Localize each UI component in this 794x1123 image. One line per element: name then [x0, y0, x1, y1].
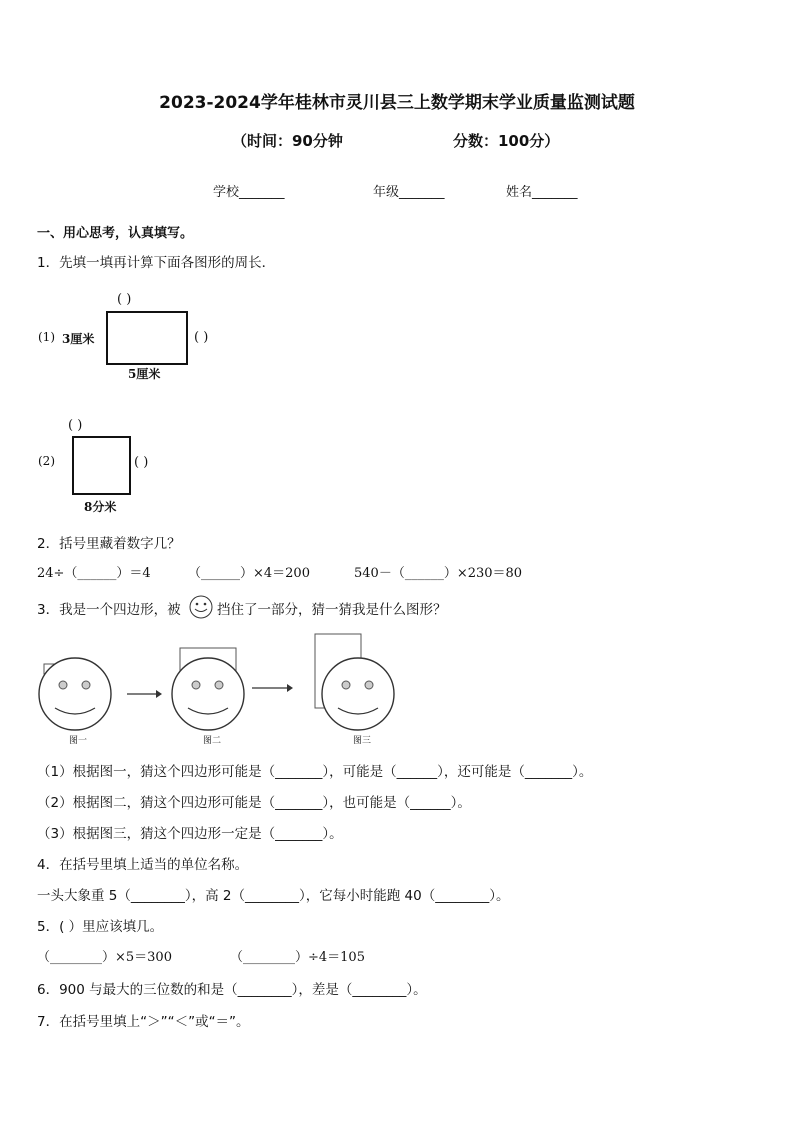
- q2-eq3: 540－（______）×230＝80: [354, 566, 523, 581]
- q3-fig2-caption: 图二: [203, 736, 222, 746]
- q3-figure-2: [172, 648, 244, 730]
- q3-fig1-caption: 图一: [69, 736, 88, 746]
- q2-eq2: （______）×4＝200: [188, 566, 310, 581]
- q3-figure-1: [39, 658, 111, 730]
- arrow-icon: [252, 684, 293, 692]
- q1-square: [66, 430, 136, 502]
- q2-eq1: 24÷（______）＝4: [37, 566, 151, 581]
- q5-line-2: （________）÷4＝105: [230, 950, 365, 965]
- q1-fig1-left-dim: 3厘米: [62, 332, 95, 346]
- q3-fig3-caption: 图三: [353, 736, 372, 746]
- q1-fig1-top-paren: ( ): [117, 292, 132, 307]
- question-3-part-a: 3．我是一个四边形，被: [37, 602, 181, 618]
- q3-figure-3: [315, 634, 394, 730]
- q1-rectangle: [100, 306, 200, 370]
- q3-part-1: （1）根据图一，猜这个四边形可能是（_______），可能是（______），还可能是（_______）。: [37, 764, 593, 780]
- question-1: 1．先填一填再计算下面各图形的周长．: [37, 255, 276, 271]
- q4-line: 一头大象重 5（________），高 2（________），它每小时能跑 40（________）。: [37, 888, 510, 904]
- q1-fig1-bottom-dim: 5厘米: [128, 367, 161, 381]
- question-5: 5．( ）里应该填几。: [37, 919, 164, 935]
- question-7: 7．在括号里填上“＞”“＜”或“＝”。: [37, 1014, 250, 1030]
- school-field: 学校_______: [213, 185, 285, 200]
- q3-figures: [30, 628, 430, 738]
- grade-field: 年级_______: [373, 185, 445, 200]
- q5-line-1: （________）×5＝300: [37, 950, 172, 965]
- q3-part-3: （3）根据图三，猜这个四边形一定是（_______）。: [37, 826, 343, 842]
- q3-part-2: （2）根据图二，猜这个四边形可能是（_______），也可能是（______）。: [37, 795, 471, 811]
- page-title: 2023-2024学年桂林市灵川县三上数学期末学业质量监测试题: [159, 93, 635, 113]
- q1-fig2-label: (2): [38, 454, 55, 468]
- name-field: 姓名_______: [506, 185, 578, 200]
- q1-fig2-top-paren: ( ): [68, 418, 83, 433]
- q1-fig1-label: (1): [38, 330, 55, 344]
- q1-fig2-bottom-dim: 8分米: [84, 500, 117, 514]
- exam-score: 分数：100分）: [453, 132, 560, 150]
- question-3-part-b: 挡住了一部分，猜一猜我是什么图形？: [217, 602, 447, 618]
- section-heading: 一、用心思考，认真填写。: [37, 226, 194, 241]
- question-4: 4．在括号里填上适当的单位名称。: [37, 857, 249, 873]
- question-6: 6．900 与最大的三位数的和是（________），差是（________）。: [37, 982, 427, 998]
- q1-fig2-right-paren: ( ): [134, 455, 149, 470]
- q1-fig1-right-paren: ( ): [194, 330, 209, 345]
- arrow-icon: [127, 690, 162, 698]
- smiley-icon: [188, 594, 214, 620]
- exam-time: （时间：90分钟: [232, 132, 343, 150]
- question-2: 2．括号里藏着数字几？: [37, 536, 181, 552]
